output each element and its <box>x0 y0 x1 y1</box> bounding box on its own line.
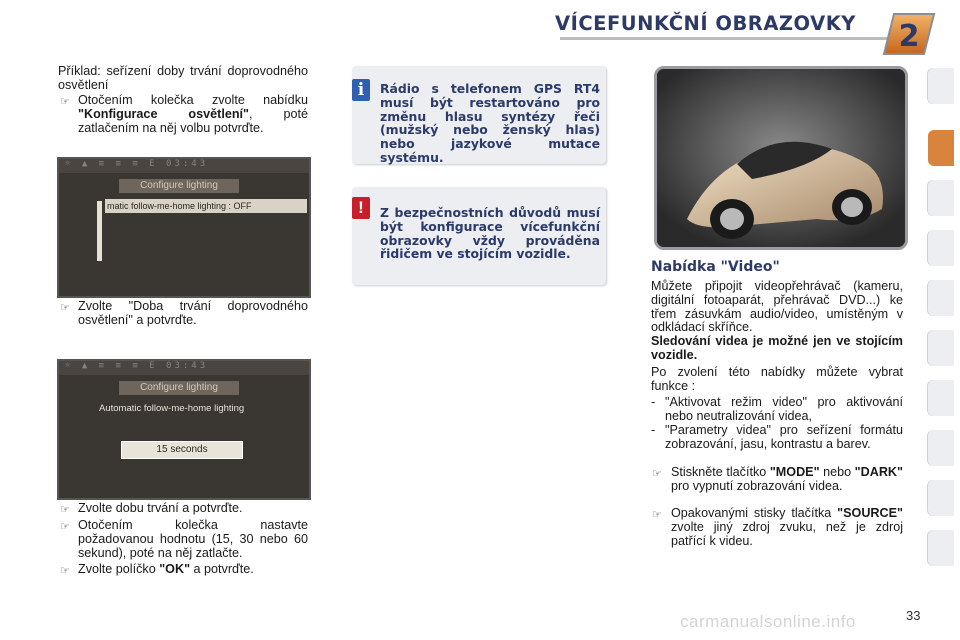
video-dash-2: "Parametry videa" pro seřízení formátu zobrazování, jasu, kontrastu a barev. <box>665 423 903 451</box>
step-3: Zvolte dobu trvání a potvrďte. <box>78 501 243 515</box>
video-para-1: Můžete připojit videopřehrávač (kameru, digitální fotoaparát, přehrávač DVD...) ke třem zásuvkám audio/video, umístěným v odkládací skříňce. <box>651 279 903 335</box>
screen-title: Configure lighting <box>119 381 239 395</box>
chapter-tab[interactable] <box>928 430 954 466</box>
bullet-1-dark: "DARK" <box>854 465 903 479</box>
pointing-hand-icon: ☞ <box>60 504 70 516</box>
screen-duration-value: 15 seconds <box>121 441 243 459</box>
pointing-hand-icon: ☞ <box>60 521 70 533</box>
step-5-tail: a potvrďte. <box>190 562 254 576</box>
bullet-1-mode: "MODE" <box>769 465 820 479</box>
dash-marker: - <box>651 395 656 409</box>
chapter-tab[interactable] <box>928 330 954 366</box>
step-5-bold: "OK" <box>159 562 191 576</box>
warning-text: Z bezpečnostních důvodů musí být konfigurace vícefunkční obrazovky vždy prováděna řidičem ve stojícím vozidle. <box>380 205 600 262</box>
chapter-tab-active[interactable] <box>928 130 954 166</box>
chapter-tab[interactable] <box>928 530 954 566</box>
pointing-hand-icon: ☞ <box>60 565 70 577</box>
step-2: Zvolte "Doba trvání doprovodného osvětlení" a potvrďte. <box>78 299 308 327</box>
chapter-number: 2 <box>898 19 920 54</box>
step-1-bold: "Konfigurace osvětlení" <box>78 106 249 121</box>
video-para-2: Sledování videa je možné jen ve stojícím vozidle. <box>651 334 903 362</box>
screen-scrollbar <box>97 201 102 261</box>
step-5 <box>78 563 308 577</box>
step-4: Otočením kolečka nastavte požadovanou hodnotu (15, 30 nebo 60 sekund), poté na něj zatlačte. <box>78 518 308 560</box>
chapter-tab[interactable] <box>928 280 954 316</box>
pointing-hand-icon: ☞ <box>60 96 70 108</box>
bullet-1-mid: nebo <box>819 465 855 479</box>
screenshot-lighting-duration <box>57 359 311 500</box>
chapter-tab[interactable] <box>928 230 954 266</box>
chapter-tab[interactable] <box>928 480 954 516</box>
step-5-text: Zvolte políčko <box>78 562 160 576</box>
bullet-2-source: "SOURCE" <box>837 506 903 520</box>
screen-status-bar: ☼ ▲ ≡ ≡ ≡ E 03:43 <box>59 159 309 173</box>
video-bullet-2 <box>671 507 903 548</box>
page-title: VÍCEFUNKČNÍ OBRAZOVKY <box>555 12 856 35</box>
dash-marker: - <box>651 423 656 437</box>
bullet-2-tail: zvolte jiný zdroj zvuku, než je zdroj patřící k videu. <box>671 519 903 548</box>
screen-menu-option: matic follow-me-home lighting : OFF <box>105 199 307 213</box>
bullet-2-text: Opakovanými stisky tlačítka <box>671 506 838 520</box>
pointing-hand-icon: ☞ <box>60 302 70 314</box>
warning-box <box>352 187 606 285</box>
chapter-tabs <box>928 68 960 578</box>
header-rule <box>560 37 920 40</box>
warning-icon: ! <box>352 197 370 219</box>
page-number: 33 <box>906 608 921 623</box>
screenshot-configure-lighting <box>57 157 311 298</box>
pointing-hand-icon: ☞ <box>652 468 662 480</box>
step-1 <box>78 94 308 135</box>
info-text: Rádio s telefonem GPS RT4 musí být restartováno pro změnu hlasu syntézy řeči (mužský nebo ženský hlas) nebo jazykové mutace systému. <box>380 81 600 165</box>
step-1-tail: , poté zatlačením na něj volbu potvrďte. <box>78 106 308 135</box>
bullet-1-tail: pro vypnutí zobrazování videa. <box>671 478 843 493</box>
chapter-tab[interactable] <box>928 380 954 416</box>
chapter-tab[interactable] <box>928 68 954 104</box>
chapter-badge <box>880 12 936 56</box>
video-para-3: Po zvolení této nabídky můžete vybrat funkce : <box>651 365 903 393</box>
watermark: carmanualsonline.info <box>680 612 856 631</box>
pointing-hand-icon: ☞ <box>652 509 662 521</box>
car-illustration <box>657 69 905 247</box>
intro-text: Příklad: seřízení doby trvání doprovodného osvětlení <box>58 64 308 92</box>
screen-option-label: Automatic follow-me-home lighting <box>99 403 245 414</box>
bullet-1-text: Stiskněte tlačítko <box>671 465 770 479</box>
info-box <box>352 66 606 164</box>
video-bullet-1 <box>671 466 903 494</box>
screen-title: Configure lighting <box>119 179 239 193</box>
video-dash-1: "Aktivovat režim video" pro aktivování nebo neutralizování videa, <box>665 395 903 423</box>
chapter-tab[interactable] <box>928 180 954 216</box>
step-1-text: Otočením kolečka zvolte nabídku <box>78 93 308 107</box>
section-heading: Nabídka "Video" <box>651 259 780 275</box>
screen-status-bar: ☼ ▲ ≡ ≡ ≡ E 03:43 <box>59 361 309 375</box>
info-icon: i <box>352 79 370 101</box>
video-screen-image <box>654 66 908 250</box>
